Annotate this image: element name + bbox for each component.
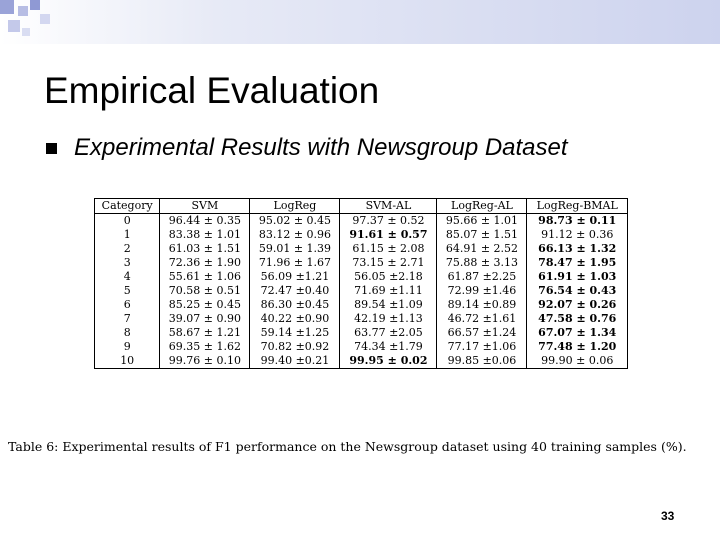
table-cell: 55.61 ± 1.06 xyxy=(160,270,250,284)
table-cell: 75.88 ± 3.13 xyxy=(437,256,527,270)
table-cell: 83.38 ± 1.01 xyxy=(160,228,250,242)
table-cell: 99.90 ± 0.06 xyxy=(527,354,628,369)
table-cell: 63.77 ±2.05 xyxy=(340,326,437,340)
header-gradient-band xyxy=(0,0,720,44)
table-cell: 67.07 ± 1.34 xyxy=(527,326,628,340)
table-caption xyxy=(8,439,687,454)
decorative-squares xyxy=(0,0,70,44)
table-cell: 92.07 ± 0.26 xyxy=(527,298,628,312)
results-table xyxy=(94,198,628,369)
table-cell: 95.02 ± 0.45 xyxy=(250,214,340,229)
table-cell: 72.36 ± 1.90 xyxy=(160,256,250,270)
column-header: LogReg xyxy=(250,199,340,214)
category-cell: 9 xyxy=(95,340,160,354)
table-cell: 56.05 ±2.18 xyxy=(340,270,437,284)
table-cell: 76.54 ± 0.43 xyxy=(527,284,628,298)
page-number: 33 xyxy=(661,509,675,523)
category-cell: 0 xyxy=(95,214,160,229)
table-row xyxy=(95,284,628,298)
table-cell: 91.61 ± 0.57 xyxy=(340,228,437,242)
table-cell: 99.40 ±0.21 xyxy=(250,354,340,369)
category-cell: 3 xyxy=(95,256,160,270)
bullet-square-icon xyxy=(46,143,57,154)
table-cell: 66.13 ± 1.32 xyxy=(527,242,628,256)
category-cell: 6 xyxy=(95,298,160,312)
table-cell: 70.82 ±0.92 xyxy=(250,340,340,354)
table-row xyxy=(95,256,628,270)
table-row xyxy=(95,340,628,354)
table-row xyxy=(95,242,628,256)
bullet-text: Experimental Results with Newsgroup Dataset xyxy=(74,134,568,161)
column-header: Category xyxy=(95,199,160,214)
table-cell: 72.47 ±0.40 xyxy=(250,284,340,298)
table-cell: 89.54 ±1.09 xyxy=(340,298,437,312)
caption-text: Experimental results of F1 performance on the Newsgroup dataset using 40 training samples (%). xyxy=(62,439,687,454)
table-cell: 97.37 ± 0.52 xyxy=(340,214,437,229)
table-cell: 66.57 ±1.24 xyxy=(437,326,527,340)
caption-label: Table 6: xyxy=(8,439,59,454)
table-cell: 40.22 ±0.90 xyxy=(250,312,340,326)
table-cell: 77.17 ±1.06 xyxy=(437,340,527,354)
table-cell: 72.99 ±1.46 xyxy=(437,284,527,298)
table-cell: 70.58 ± 0.51 xyxy=(160,284,250,298)
category-cell: 8 xyxy=(95,326,160,340)
table-cell: 59.01 ± 1.39 xyxy=(250,242,340,256)
table-cell: 77.48 ± 1.20 xyxy=(527,340,628,354)
table-cell: 59.14 ±1.25 xyxy=(250,326,340,340)
category-cell: 10 xyxy=(95,354,160,369)
table-cell: 69.35 ± 1.62 xyxy=(160,340,250,354)
table-cell: 56.09 ±1.21 xyxy=(250,270,340,284)
category-cell: 4 xyxy=(95,270,160,284)
table-cell: 42.19 ±1.13 xyxy=(340,312,437,326)
table-cell: 61.03 ± 1.51 xyxy=(160,242,250,256)
table-cell: 99.76 ± 0.10 xyxy=(160,354,250,369)
category-cell: 2 xyxy=(95,242,160,256)
column-header: LogReg-BMAL xyxy=(527,199,628,214)
category-cell: 7 xyxy=(95,312,160,326)
table-cell: 39.07 ± 0.90 xyxy=(160,312,250,326)
table-cell: 86.30 ±0.45 xyxy=(250,298,340,312)
table-cell: 61.15 ± 2.08 xyxy=(340,242,437,256)
table-cell: 64.91 ± 2.52 xyxy=(437,242,527,256)
table-cell: 96.44 ± 0.35 xyxy=(160,214,250,229)
table-cell: 74.34 ±1.79 xyxy=(340,340,437,354)
table-cell: 71.69 ±1.11 xyxy=(340,284,437,298)
table-cell: 85.07 ± 1.51 xyxy=(437,228,527,242)
table-row xyxy=(95,298,628,312)
table-cell: 61.87 ±2.25 xyxy=(437,270,527,284)
table-cell: 98.73 ± 0.11 xyxy=(527,214,628,229)
table-cell: 85.25 ± 0.45 xyxy=(160,298,250,312)
table-row xyxy=(95,214,628,229)
table-row xyxy=(95,270,628,284)
column-header: SVM xyxy=(160,199,250,214)
table-cell: 83.12 ± 0.96 xyxy=(250,228,340,242)
category-cell: 1 xyxy=(95,228,160,242)
table-cell: 46.72 ±1.61 xyxy=(437,312,527,326)
table-row xyxy=(95,228,628,242)
table-cell: 99.85 ±0.06 xyxy=(437,354,527,369)
category-cell: 5 xyxy=(95,284,160,298)
table-row xyxy=(95,312,628,326)
table-cell: 91.12 ± 0.36 xyxy=(527,228,628,242)
table-cell: 47.58 ± 0.76 xyxy=(527,312,628,326)
table-body xyxy=(95,214,628,369)
column-header: SVM-AL xyxy=(340,199,437,214)
table-row xyxy=(95,326,628,340)
table-cell: 61.91 ± 1.03 xyxy=(527,270,628,284)
table-cell: 71.96 ± 1.67 xyxy=(250,256,340,270)
table-cell: 73.15 ± 2.71 xyxy=(340,256,437,270)
table-cell: 95.66 ± 1.01 xyxy=(437,214,527,229)
table-header-row xyxy=(95,199,628,214)
table-cell: 89.14 ±0.89 xyxy=(437,298,527,312)
table-row xyxy=(95,354,628,369)
table-cell: 58.67 ± 1.21 xyxy=(160,326,250,340)
column-header: LogReg-AL xyxy=(437,199,527,214)
table-cell: 78.47 ± 1.95 xyxy=(527,256,628,270)
table-cell: 99.95 ± 0.02 xyxy=(340,354,437,369)
slide-title: Empirical Evaluation xyxy=(44,70,380,111)
